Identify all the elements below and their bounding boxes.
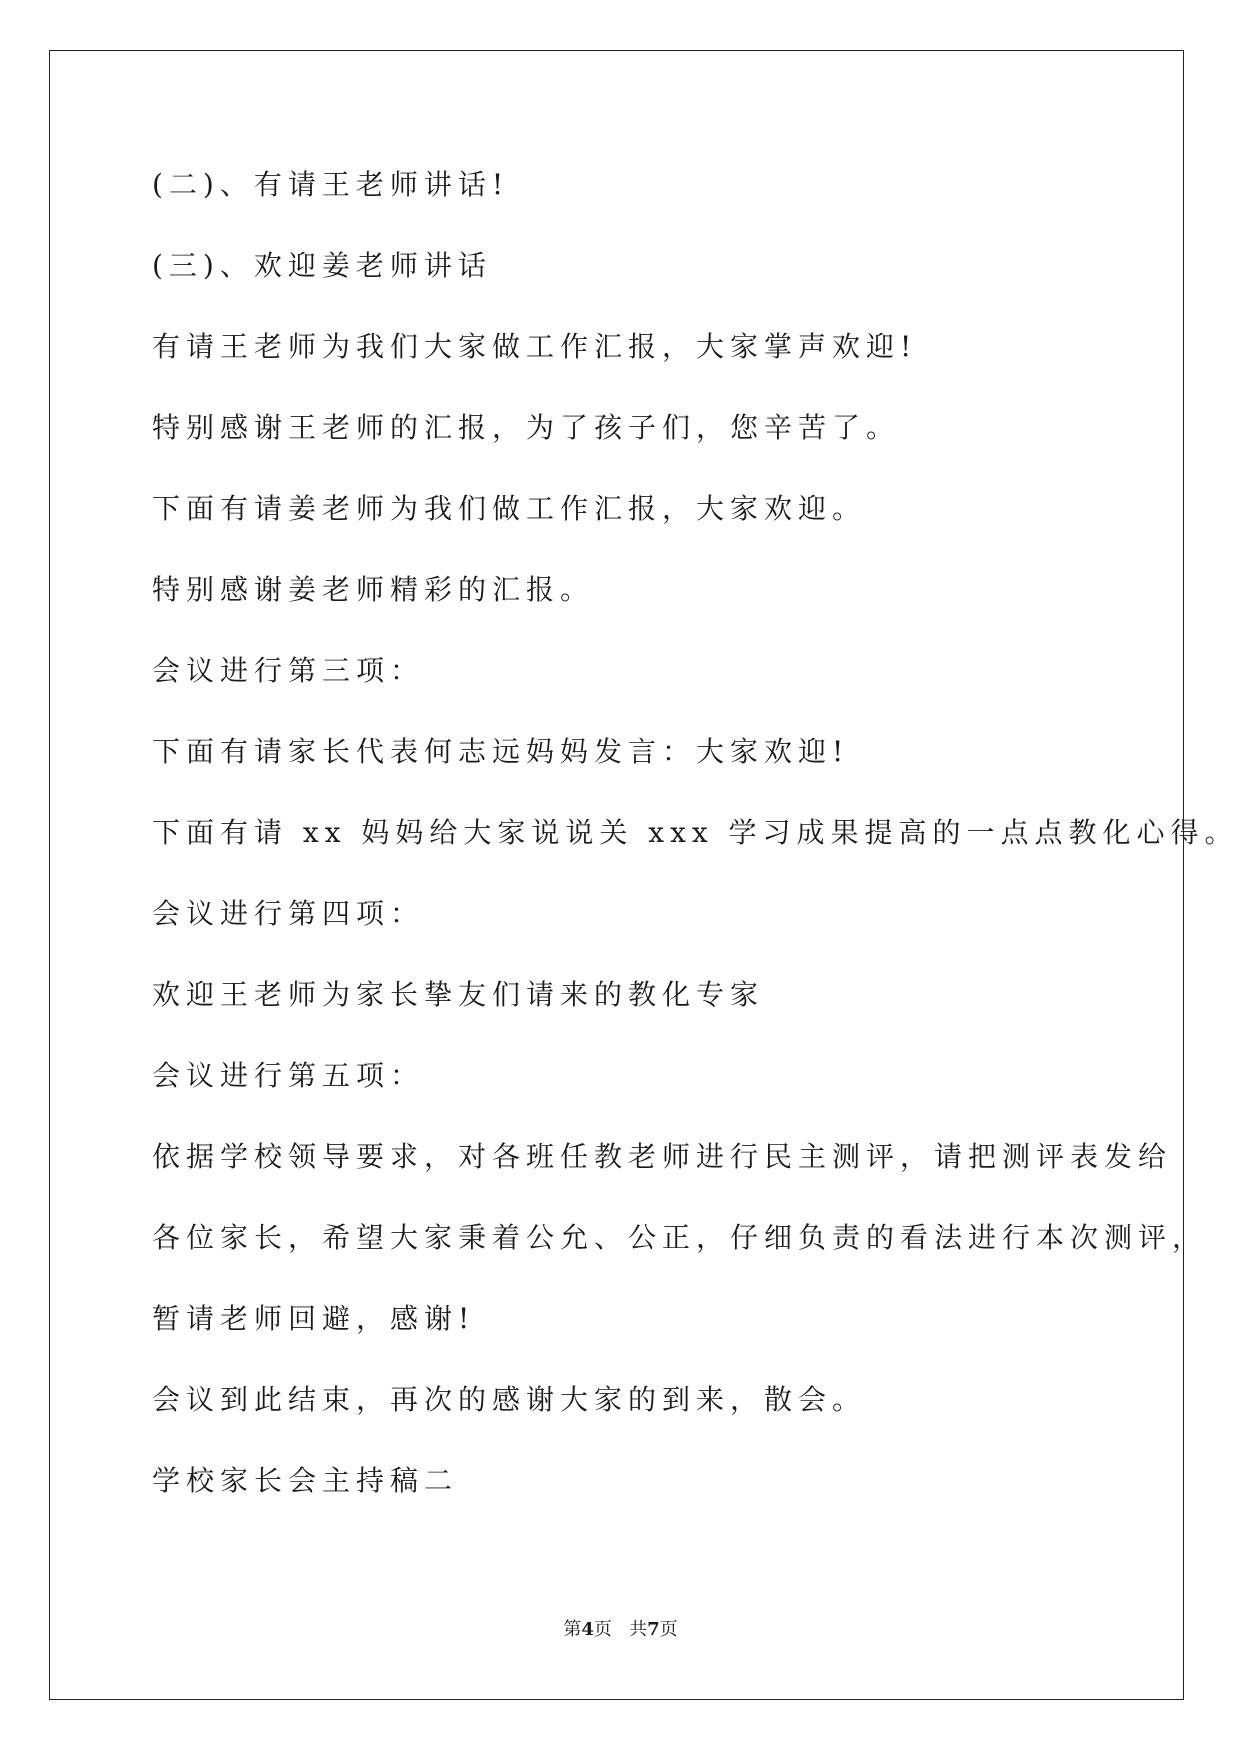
page-number: 4: [581, 1619, 594, 1640]
paragraph-line: 会议进行第三项：: [152, 654, 425, 687]
paragraph-line: 各位家长，希望大家秉着公允、公正，仔细负责的看法进行本次测评，: [152, 1221, 1207, 1254]
paragraph-line: 会议到此结束，再次的感谢大家的到来，散会。: [152, 1383, 867, 1416]
paragraph-line: 下面有请家长代表何志远妈妈发言：大家欢迎!: [152, 735, 850, 768]
paragraph-line: 暂请老师回避，感谢!: [152, 1302, 476, 1335]
paragraph-line: 依据学校领导要求，对各班任教老师进行民主测评，请把测评表发给: [152, 1140, 1173, 1173]
paragraph-line: 下面有请姜老师为我们做工作汇报，大家欢迎。: [152, 492, 867, 525]
total-suffix: 页: [659, 1619, 678, 1640]
page-total: 7: [647, 1619, 660, 1640]
paragraph-line: 有请王老师为我们大家做工作汇报，大家掌声欢迎!: [152, 330, 918, 363]
paragraph-line: 会议进行第五项：: [152, 1059, 425, 1092]
paragraph-line: 学校家长会主持稿二: [152, 1464, 459, 1497]
paragraph-line: (二)、有请王老师讲话!: [152, 168, 510, 201]
paragraph-line: 欢迎王老师为家长挚友们请来的教化专家: [152, 978, 765, 1011]
paragraph-line: (三)、欢迎姜老师讲话: [152, 249, 492, 282]
page-suffix: 页: [593, 1619, 612, 1640]
paragraph-line: 特别感谢姜老师精彩的汇报。: [152, 573, 595, 606]
page-prefix: 第: [563, 1619, 582, 1640]
paragraph-line: 会议进行第四项：: [152, 897, 425, 930]
total-prefix: 共: [629, 1619, 648, 1640]
paragraph-line: 下面有请 xx 妈妈给大家说说关 xxx 学习成果提高的一点点教化心得。: [152, 816, 1239, 849]
page-footer: [0, 1618, 1241, 1642]
document-body: [152, 165, 1239, 1542]
paragraph-line: 特别感谢王老师的汇报，为了孩子们，您辛苦了。: [152, 411, 901, 444]
